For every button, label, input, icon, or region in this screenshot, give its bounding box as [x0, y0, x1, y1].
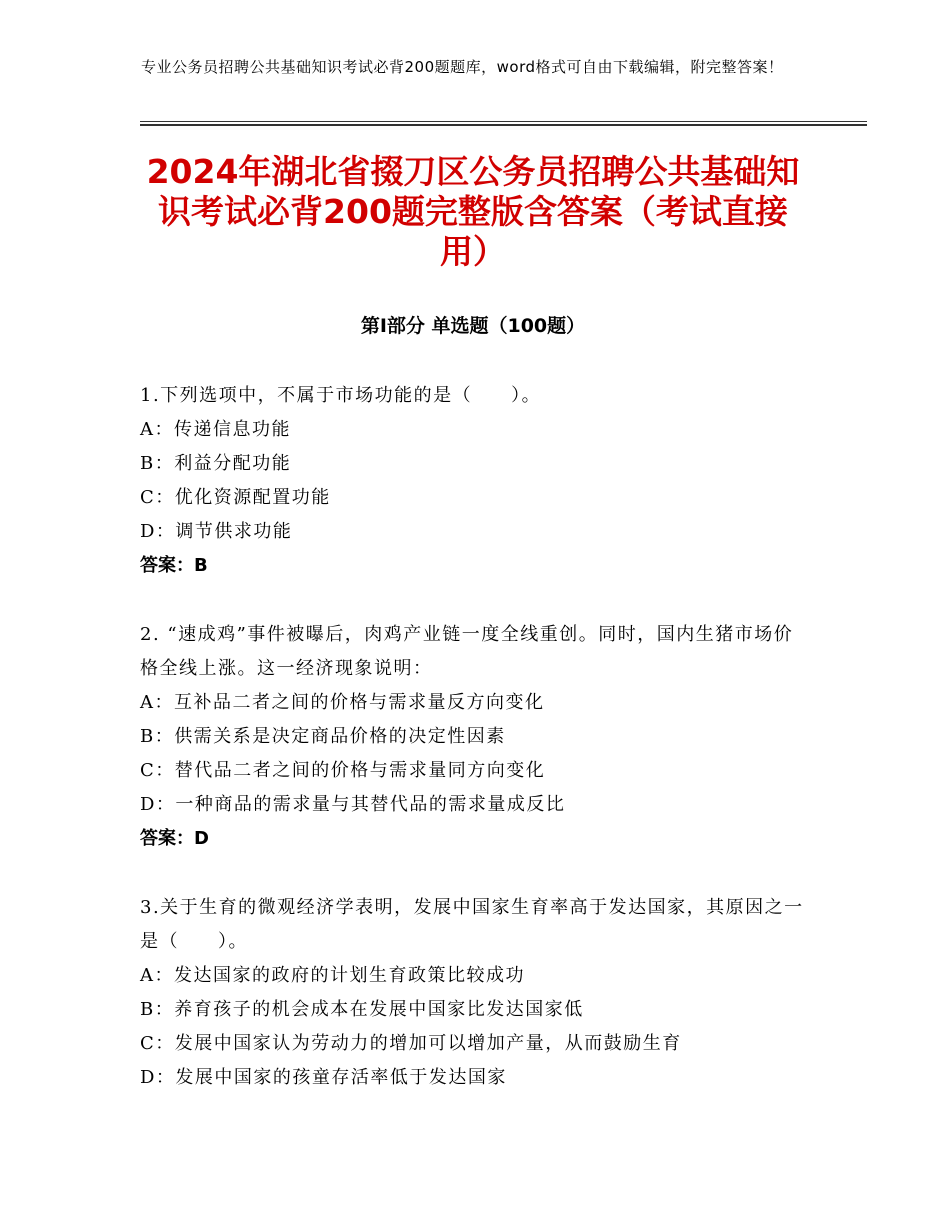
header-divider-thick	[140, 124, 867, 126]
option-b: B：养育孩子的机会成本在发展中国家比发达国家低	[140, 999, 584, 1020]
option-d: D：发展中国家的孩童存活率低于发达国家	[140, 1067, 507, 1088]
document-title: 2024年湖北省掇刀区公务员招聘公共基础知识考试必背200题完整版含答案（考试直接用）	[146, 152, 800, 271]
option-c: C：发展中国家认为劳动力的增加可以增加产量，从而鼓励生育	[140, 1033, 682, 1054]
option-d: D：调节供求功能	[140, 521, 293, 542]
option-c: C：优化资源配置功能	[140, 487, 331, 508]
option-a: A：互补品二者之间的价格与需求量反方向变化	[140, 692, 545, 713]
question-2	[140, 618, 810, 856]
option-b: B：供需关系是决定商品价格的决定性因素	[140, 726, 506, 747]
question-stem: 3.关于生育的微观经济学表明，发展中国家生育率高于发达国家，其原因之一是（ ）。	[140, 897, 804, 952]
option-a: A：传递信息功能	[140, 419, 291, 440]
option-a: A：发达国家的政府的计划生育政策比较成功	[140, 965, 525, 986]
question-stem: 1.下列选项中，不属于市场功能的是（ ）。	[140, 385, 542, 406]
question-3	[140, 891, 810, 1095]
question-1	[140, 379, 810, 583]
option-d: D：一种商品的需求量与其替代品的需求量成反比	[140, 794, 566, 815]
option-b: B：利益分配功能	[140, 453, 292, 474]
header-note: 专业公务员招聘公共基础知识考试必背200题题库，word格式可自由下载编辑，附完整答案！	[141, 58, 784, 76]
answer: 答案：D	[140, 828, 209, 849]
option-c: C：替代品二者之间的价格与需求量同方向变化	[140, 760, 546, 781]
section-heading: 第Ⅰ部分 单选题（100题）	[360, 315, 586, 337]
answer: 答案：B	[140, 555, 208, 576]
header-divider	[140, 121, 867, 122]
question-stem: 2. “速成鸡”事件被曝后，肉鸡产业链一度全线重创。同时，国内生猪市场价格全线上涨。这一经济现象说明：	[140, 624, 794, 679]
